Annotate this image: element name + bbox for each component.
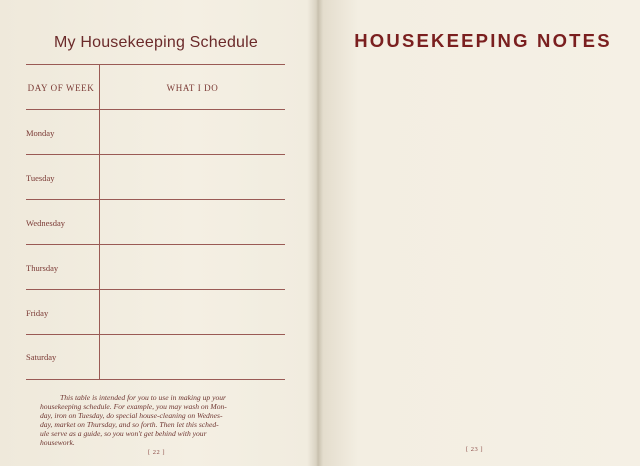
day-label-tuesday: Tuesday — [26, 173, 55, 183]
table-rule — [26, 199, 285, 200]
schedule-title: My Housekeeping Schedule — [53, 34, 259, 51]
column-header-what: WHAT I DO — [166, 83, 219, 93]
notes-title: HOUSEKEEPING NOTES — [354, 30, 612, 51]
column-header-day: DAY OF WEEK — [27, 83, 95, 93]
note-line: ule serve as a guide, so you won't get behind with your — [40, 429, 207, 438]
note-line: day, market on Thursday, and so forth. Then let this sched- — [40, 420, 219, 429]
right-page — [318, 0, 640, 466]
table-rule — [26, 154, 285, 155]
table-rule — [26, 289, 285, 290]
day-label-friday: Friday — [26, 308, 49, 318]
table-rule-header — [26, 109, 285, 110]
table-column-divider — [99, 64, 100, 380]
day-label-thursday: Thursday — [26, 263, 59, 273]
note-line: day, iron on Tuesday, do special house-cleaning on Wednes- — [40, 411, 223, 420]
page-number-right: [ 23 ] — [466, 446, 484, 453]
schedule-note — [40, 393, 272, 447]
note-line: housekeeping schedule. For example, you may wash on Mon- — [40, 402, 227, 411]
table-rule — [26, 244, 285, 245]
schedule-table — [26, 64, 285, 380]
day-label-saturday: Saturday — [26, 352, 57, 362]
table-rule-top — [26, 64, 285, 65]
day-label-wednesday: Wednesday — [26, 218, 65, 228]
left-page — [0, 0, 316, 466]
note-line: housework. — [40, 438, 75, 447]
table-rule-bottom — [26, 379, 285, 380]
note-line: This table is intended for you to use in making up your — [60, 393, 226, 402]
day-label-monday: Monday — [26, 128, 55, 138]
page-number-left: [ 22 ] — [148, 449, 166, 456]
table-rule — [26, 334, 285, 335]
